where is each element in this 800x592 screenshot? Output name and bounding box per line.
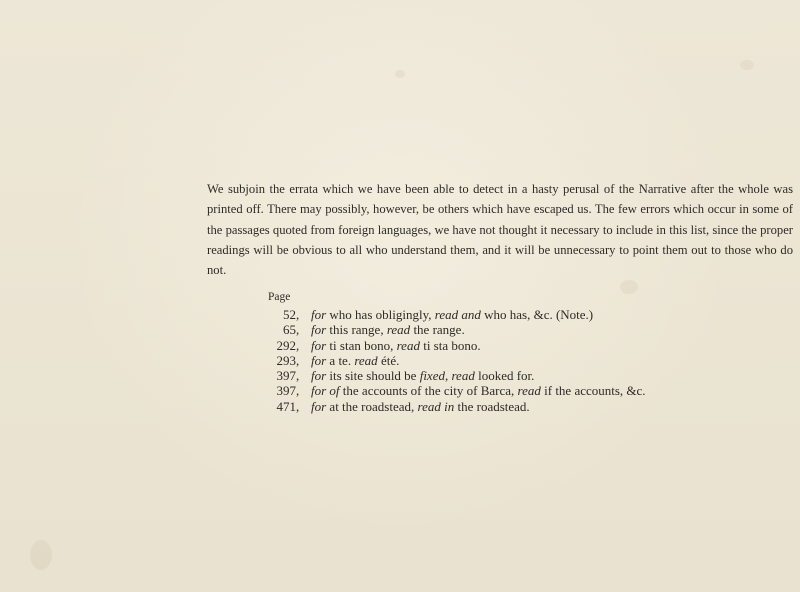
- errata-correct-text: and: [461, 307, 481, 322]
- errata-correction: [311, 338, 481, 353]
- errata-correct-text: ti sta bono.: [423, 337, 481, 353]
- errata-read-label: read: [386, 322, 411, 338]
- errata-correct-text: who has, &c. (Note.): [480, 307, 594, 322]
- errata-for-label: for: [311, 383, 327, 399]
- errata-for-label: for: [311, 398, 327, 414]
- errata-correction: [311, 307, 593, 322]
- errata-intro-paragraph: [207, 179, 793, 280]
- paper-stain: [620, 280, 638, 294]
- errata-read-label: read: [396, 337, 420, 353]
- errata-correct-text: in: [444, 398, 455, 414]
- errata-separator: ,: [296, 307, 300, 322]
- errata-separator: ,: [296, 368, 300, 384]
- errata-list: [270, 307, 646, 414]
- errata-separator: ,: [296, 398, 300, 414]
- errata-correct-text: the range.: [413, 322, 465, 338]
- errata-for-label: for: [311, 352, 327, 368]
- errata-row: [270, 322, 646, 337]
- errata-correct-text: été.: [380, 352, 400, 368]
- errata-wrong-text: a te.: [329, 352, 352, 368]
- errata-for-label: for: [311, 337, 327, 353]
- errata-for-label: for: [311, 307, 327, 322]
- errata-row: [270, 307, 646, 322]
- errata-page-number: 292: [276, 337, 296, 353]
- errata-wrong-text: its site should be: [329, 368, 420, 384]
- errata-page-number: 471: [276, 398, 296, 414]
- paper-stain: [740, 60, 754, 70]
- errata-separator: ,: [296, 322, 300, 338]
- errata-row: [270, 368, 646, 383]
- errata-row: [270, 338, 646, 353]
- errata-correct-text: looked for.: [478, 368, 535, 384]
- errata-separator: ,: [296, 352, 300, 368]
- errata-wrong-text: of: [329, 383, 340, 399]
- errata-read-label: read: [517, 383, 541, 399]
- errata-read-label: read: [451, 368, 475, 384]
- errata-wrong-text: ti stan bono,: [329, 337, 394, 353]
- errata-correction: [311, 368, 534, 383]
- errata-read-label: read: [354, 352, 378, 368]
- errata-row: [270, 383, 646, 398]
- errata-separator: ,: [296, 383, 300, 399]
- errata-correction: [311, 353, 399, 368]
- errata-wrong-text: at the roadstead,: [329, 398, 415, 414]
- errata-wrong-text: who has obligingly,: [329, 307, 432, 322]
- errata-correction: [311, 322, 465, 337]
- errata-wrong-text: this range,: [329, 322, 384, 338]
- errata-page-number: 397: [276, 368, 296, 384]
- errata-for-label: for: [311, 322, 327, 338]
- intro-text: We subjoin the errata which we have been able to detect in a hasty perusal of the Narrative after the whole was printed off. There may possibly, however, be others which have escaped us. The few errors which occur in some of the passages quoted from foreign languages, we have not thought it necessary to include in this list, since the proper readings will be obvious to all who understand them, and it will be unnecessary to point them out to those who do not.: [207, 182, 793, 278]
- errata-row: [270, 399, 646, 414]
- paper-stain: [30, 540, 52, 570]
- errata-page-number: 52: [283, 307, 296, 322]
- errata-correct-text: if the accounts, &c.: [544, 383, 646, 399]
- errata-for-label: for: [311, 368, 327, 384]
- errata-page-number: 65: [283, 322, 296, 338]
- errata-correction: [311, 383, 646, 398]
- errata-correction: [311, 399, 530, 414]
- errata-read-label: read: [417, 398, 441, 414]
- errata-wrong-text: the accounts of the city of Barca,: [339, 383, 515, 399]
- errata-separator: ,: [296, 337, 300, 353]
- errata-row: [270, 353, 646, 368]
- errata-page-number: 397: [276, 383, 296, 399]
- errata-read-label: read: [434, 307, 459, 322]
- errata-correct-text: the roadstead.: [454, 398, 530, 414]
- errata-page-header: Page: [268, 291, 291, 303]
- errata-wrong-text: fixed,: [419, 368, 449, 384]
- paper-stain: [395, 70, 405, 78]
- errata-page-number: 293: [276, 352, 296, 368]
